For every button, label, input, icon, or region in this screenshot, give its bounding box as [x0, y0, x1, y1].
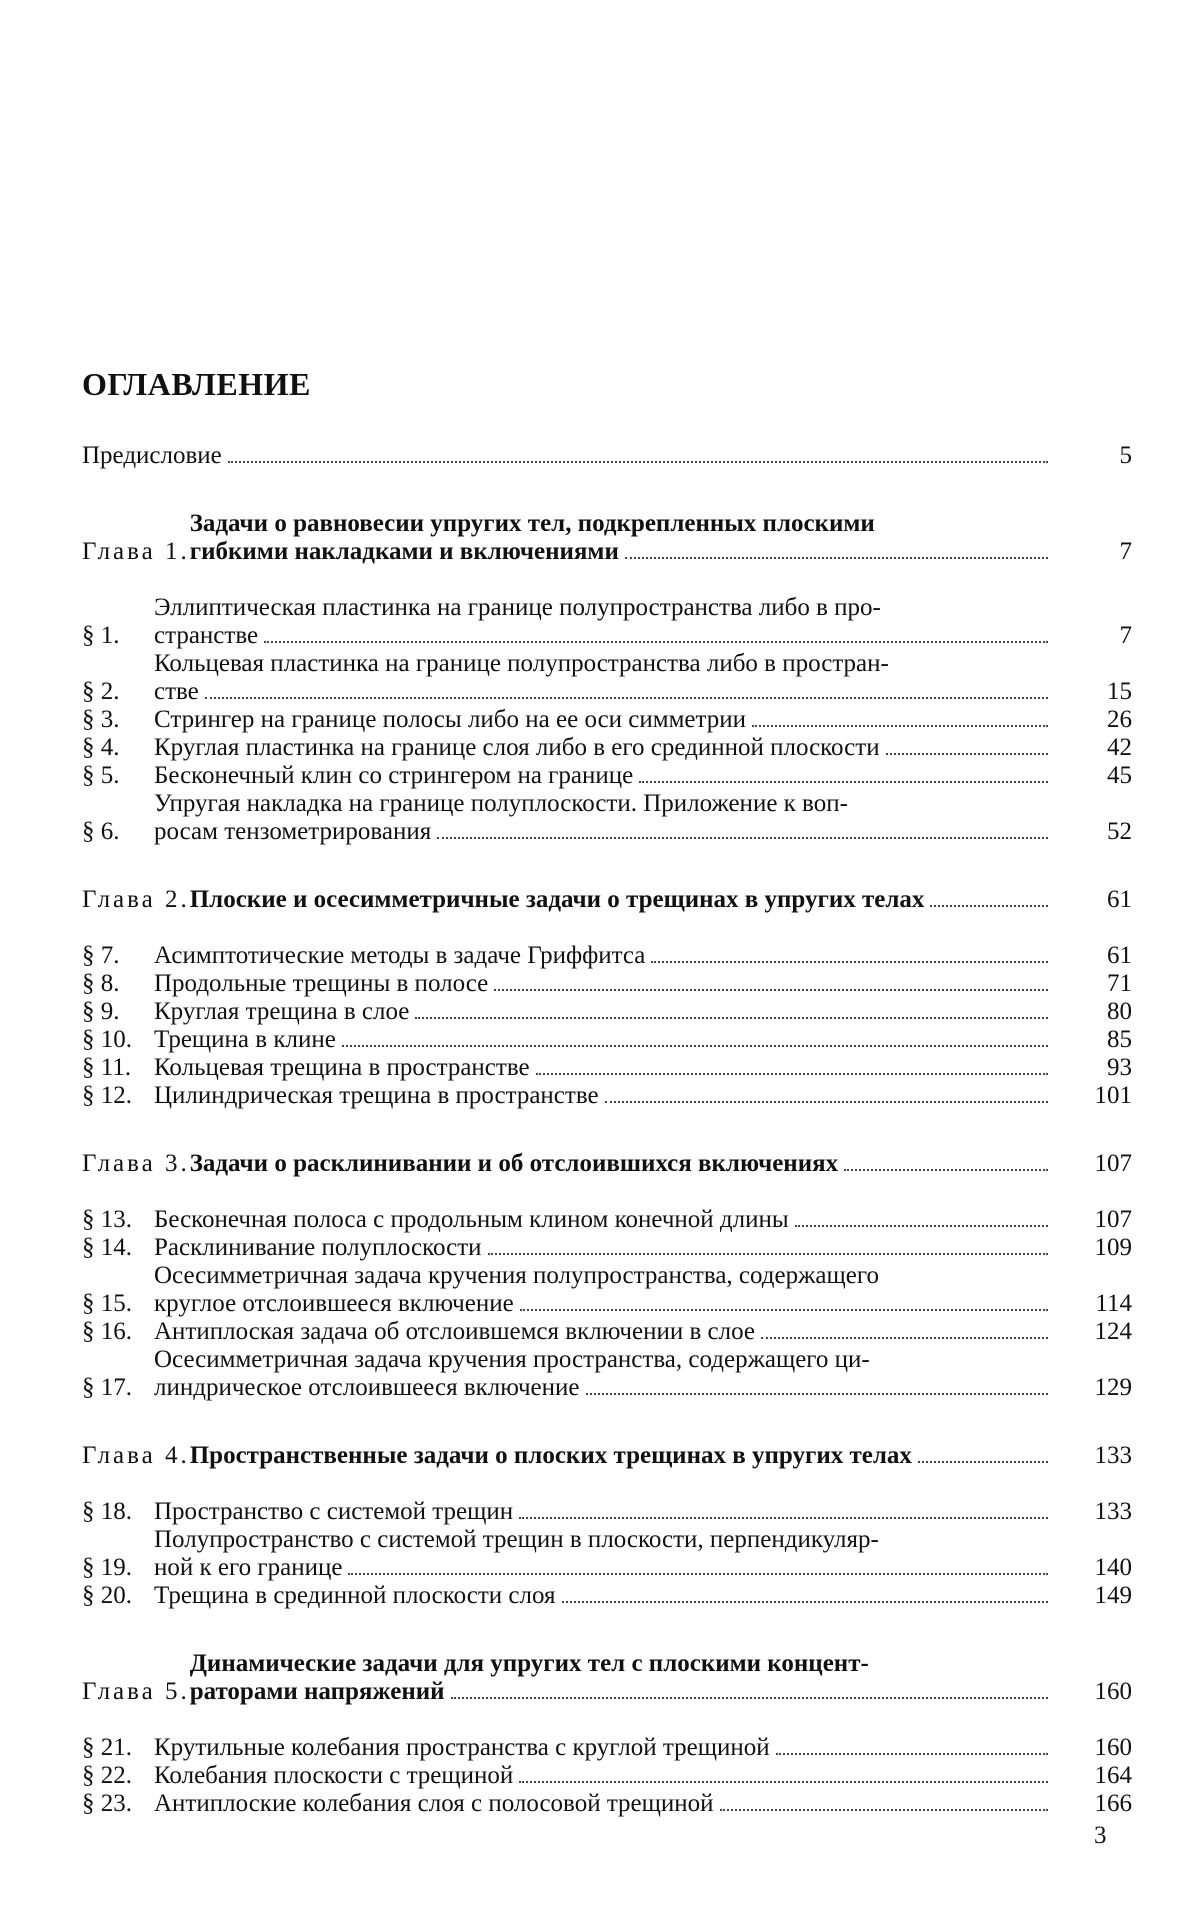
toc-section [82, 594, 1132, 650]
toc-entry-line: ной к его границе [154, 1554, 343, 1581]
toc-section [82, 1234, 1132, 1262]
toc-section [82, 1262, 1132, 1318]
toc-section [82, 734, 1132, 762]
toc-section [82, 1206, 1132, 1234]
toc-entry-number: § 2. [82, 678, 120, 705]
toc-entry-line: росам тензометрирования [154, 818, 432, 845]
dot-leader [795, 1224, 1048, 1227]
dot-leader [536, 1072, 1048, 1075]
toc-entry-preface [82, 442, 1132, 470]
dot-leader [519, 1780, 1048, 1783]
toc-entry-number: § 6. [82, 818, 120, 845]
page-title: ОГЛАВЛЕНИЕ [82, 366, 311, 402]
toc-entry-page: 15 [1107, 678, 1132, 705]
toc-entry-line: Бесконечная полоса с продольным клином конечной длины [154, 1206, 789, 1233]
toc-entry-line: Асимптотические методы в задаче Гриффитса [154, 942, 646, 969]
toc-entry-number: § 23. [82, 1790, 132, 1817]
toc-entry-page: 7 [1119, 622, 1132, 649]
toc-entry-number: Глава 1. [82, 538, 190, 565]
toc-entry-line: линдрическое отслоившееся включение [154, 1374, 580, 1401]
toc-entry-page: 61 [1107, 942, 1132, 969]
dot-leader [918, 1460, 1048, 1463]
dot-leader [586, 1392, 1049, 1395]
dot-leader [752, 724, 1048, 727]
toc-entry-number: § 15. [82, 1290, 132, 1317]
toc-entry-line: Колебания плоскости с трещиной [154, 1762, 514, 1789]
toc-entry-line: Продольные трещины в полосе [154, 970, 489, 997]
dot-leader [264, 640, 1048, 643]
dot-leader [761, 1336, 1048, 1339]
toc-entry-number: Глава 5. [82, 1678, 190, 1705]
toc-chapter [82, 1442, 1132, 1470]
toc-section [82, 706, 1132, 734]
toc-entry-line: Плоские и осесимметричные задачи о трещинах в упругих телах [189, 886, 925, 913]
toc-chapter [82, 1650, 1132, 1706]
toc-entry-page: 7 [1119, 538, 1132, 565]
toc-entry-line: гибкими накладками и включениями [189, 538, 619, 565]
toc-entry-page: 107 [1094, 1206, 1132, 1233]
toc-entry-number: Глава 2. [82, 886, 190, 913]
toc-entry-page: 93 [1107, 1054, 1132, 1081]
toc-entry-page: 164 [1094, 1762, 1132, 1789]
toc-entry-number: § 4. [82, 734, 120, 761]
dot-leader [519, 1516, 1048, 1519]
toc-chapter [82, 886, 1132, 914]
toc-entry-page: 42 [1107, 734, 1132, 761]
dot-leader [720, 1808, 1048, 1811]
toc-entry-page: 149 [1094, 1582, 1132, 1609]
toc-entry-line: Пространственные задачи о плоских трещинах в упругих телах [189, 1442, 912, 1469]
toc-entry-line: Бесконечный клин со стрингером на границе [154, 762, 634, 789]
toc-entry-line: Осесимметричная задача кручения пространства, содержащего ци- [154, 1346, 870, 1373]
dot-leader [625, 556, 1048, 559]
dot-leader [930, 904, 1048, 907]
toc-entry-line: Круглая трещина в слое [154, 998, 410, 1025]
toc-entry-number: § 8. [82, 970, 120, 997]
dot-leader [342, 1044, 1048, 1047]
dot-leader [451, 1696, 1048, 1699]
dot-leader [494, 988, 1048, 991]
toc-entry-line: Стрингер на границе полосы либо на ее оси симметрии [154, 706, 746, 733]
toc-section [82, 1082, 1132, 1110]
dot-leader [228, 460, 1048, 463]
toc-entry-line: Пространство с системой трещин [154, 1498, 514, 1525]
toc-entry-line: Расклинивание полуплоскости [154, 1234, 482, 1261]
toc-section [82, 970, 1132, 998]
toc-section [82, 1762, 1132, 1790]
toc-entry-number: § 14. [82, 1234, 132, 1261]
toc-entry-line: Трещина в срединной плоскости слоя [154, 1582, 556, 1609]
toc-entry-number: § 9. [82, 998, 120, 1025]
toc-section [82, 1346, 1132, 1402]
toc-entry-number: § 3. [82, 706, 120, 733]
table-of-contents [82, 368, 1132, 1818]
toc-entry-line: Эллиптическая пластинка на границе полупространства либо в про- [154, 594, 881, 621]
toc-entry-number: § 5. [82, 762, 120, 789]
dot-leader [520, 1308, 1048, 1311]
toc-entry-page: 129 [1094, 1374, 1132, 1401]
toc-entry-page: 124 [1094, 1318, 1132, 1345]
toc-entry-page: 61 [1107, 886, 1132, 913]
toc-entry-number: § 18. [82, 1498, 132, 1525]
toc-section [82, 998, 1132, 1026]
toc-section [82, 650, 1132, 706]
toc-section [82, 790, 1132, 846]
toc-entry-number: § 12. [82, 1082, 132, 1109]
toc-entry-page: 45 [1107, 762, 1132, 789]
toc-entry-page: 160 [1094, 1678, 1132, 1705]
toc-entry-page: 80 [1107, 998, 1132, 1025]
toc-entry-number: Глава 4. [82, 1442, 190, 1469]
toc-entry-number: § 1. [82, 622, 120, 649]
toc-section [82, 942, 1132, 970]
toc-entry-line: круглое отслоившееся включение [154, 1290, 514, 1317]
toc-entry-line: странстве [154, 622, 259, 649]
toc-entry-line: Антиплоская задача об отслоившемся включении в слое [154, 1318, 756, 1345]
toc-chapter [82, 1150, 1132, 1178]
toc-chapter [82, 510, 1132, 566]
dot-leader [605, 1100, 1048, 1103]
toc-entry-page: 133 [1094, 1442, 1132, 1469]
toc-entry-number: § 22. [82, 1762, 132, 1789]
toc-entry-number: § 16. [82, 1318, 132, 1345]
dot-leader [348, 1572, 1048, 1575]
toc-entry-line: стве [154, 678, 199, 705]
dot-leader [437, 836, 1048, 839]
toc-entry-number: § 7. [82, 942, 120, 969]
toc-entry-page: 160 [1094, 1734, 1132, 1761]
toc-section [82, 1026, 1132, 1054]
toc-entry-line: Трещина в клине [154, 1026, 336, 1053]
toc-entry-line: Задачи о равновесии упругих тел, подкрепленных плоскими [189, 510, 875, 537]
toc-entry-page: 26 [1107, 706, 1132, 733]
dot-leader [639, 780, 1048, 783]
dot-leader [651, 960, 1048, 963]
toc-chapters [82, 510, 1132, 1818]
toc-entry-line: Упругая накладка на границе полуплоскости. Приложение к воп- [154, 790, 848, 817]
page-number: 3 [1094, 1822, 1107, 1849]
toc-section [82, 1790, 1132, 1818]
toc-entry-line: Крутильные колебания пространства с круглой трещиной [154, 1734, 770, 1761]
toc-section [82, 762, 1132, 790]
toc-entry-page: 140 [1094, 1554, 1132, 1581]
toc-entry-number: § 10. [82, 1026, 132, 1053]
toc-section [82, 1526, 1132, 1582]
dot-leader [562, 1600, 1049, 1603]
toc-entry-page: 85 [1107, 1026, 1132, 1053]
dot-leader [886, 752, 1048, 755]
toc-entry-line: Осесимметричная задача кручения полупространства, содержащего [154, 1262, 879, 1289]
toc-entry-line: раторами напряжений [189, 1678, 445, 1705]
toc-section [82, 1582, 1132, 1610]
toc-entry-line: Круглая пластинка на границе слоя либо в его срединной плоскости [154, 734, 880, 761]
toc-entry-page: 109 [1094, 1234, 1132, 1261]
dot-leader [415, 1016, 1048, 1019]
toc-entry-page: 71 [1107, 970, 1132, 997]
dot-leader [488, 1252, 1048, 1255]
toc-entry-line: Кольцевая пластинка на границе полупространства либо в простран- [154, 650, 889, 677]
toc-entry-page: 101 [1094, 1082, 1132, 1109]
toc-entry-number: § 17. [82, 1374, 132, 1401]
toc-entry-line: Полупространство с системой трещин в плоскости, перпендикуляр- [154, 1526, 879, 1553]
toc-section [82, 1054, 1132, 1082]
toc-entry-page: 5 [1119, 442, 1132, 469]
toc-entry-line: Динамические задачи для упругих тел с плоскими концент- [189, 1650, 869, 1677]
toc-section [82, 1498, 1132, 1526]
toc-entry-number: § 19. [82, 1554, 132, 1581]
toc-entry-page: 52 [1107, 818, 1132, 845]
toc-entry-number: § 11. [82, 1054, 132, 1081]
dot-leader [205, 696, 1048, 699]
toc-entry-line: Цилиндрическая трещина в пространстве [154, 1082, 599, 1109]
toc-entry-number: § 21. [82, 1734, 132, 1761]
toc-section [82, 1734, 1132, 1762]
toc-entry-label: Предисловие [82, 442, 222, 469]
toc-entry-page: 107 [1094, 1150, 1132, 1177]
toc-entry-line: Кольцевая трещина в пространстве [154, 1054, 530, 1081]
toc-entry-page: 114 [1095, 1290, 1132, 1317]
toc-entry-line: Задачи о расклинивании и об отслоившихся включениях [189, 1150, 839, 1177]
dot-leader [844, 1168, 1048, 1171]
toc-entry-number: Глава 3. [82, 1150, 190, 1177]
dot-leader [776, 1752, 1048, 1755]
toc-entry-number: § 20. [82, 1582, 132, 1609]
toc-entry-page: 133 [1094, 1498, 1132, 1525]
toc-entry-page: 166 [1094, 1790, 1132, 1817]
toc-entry-number: § 13. [82, 1206, 132, 1233]
toc-entry-line: Антиплоские колебания слоя с полосовой трещиной [154, 1790, 714, 1817]
toc-section [82, 1318, 1132, 1346]
